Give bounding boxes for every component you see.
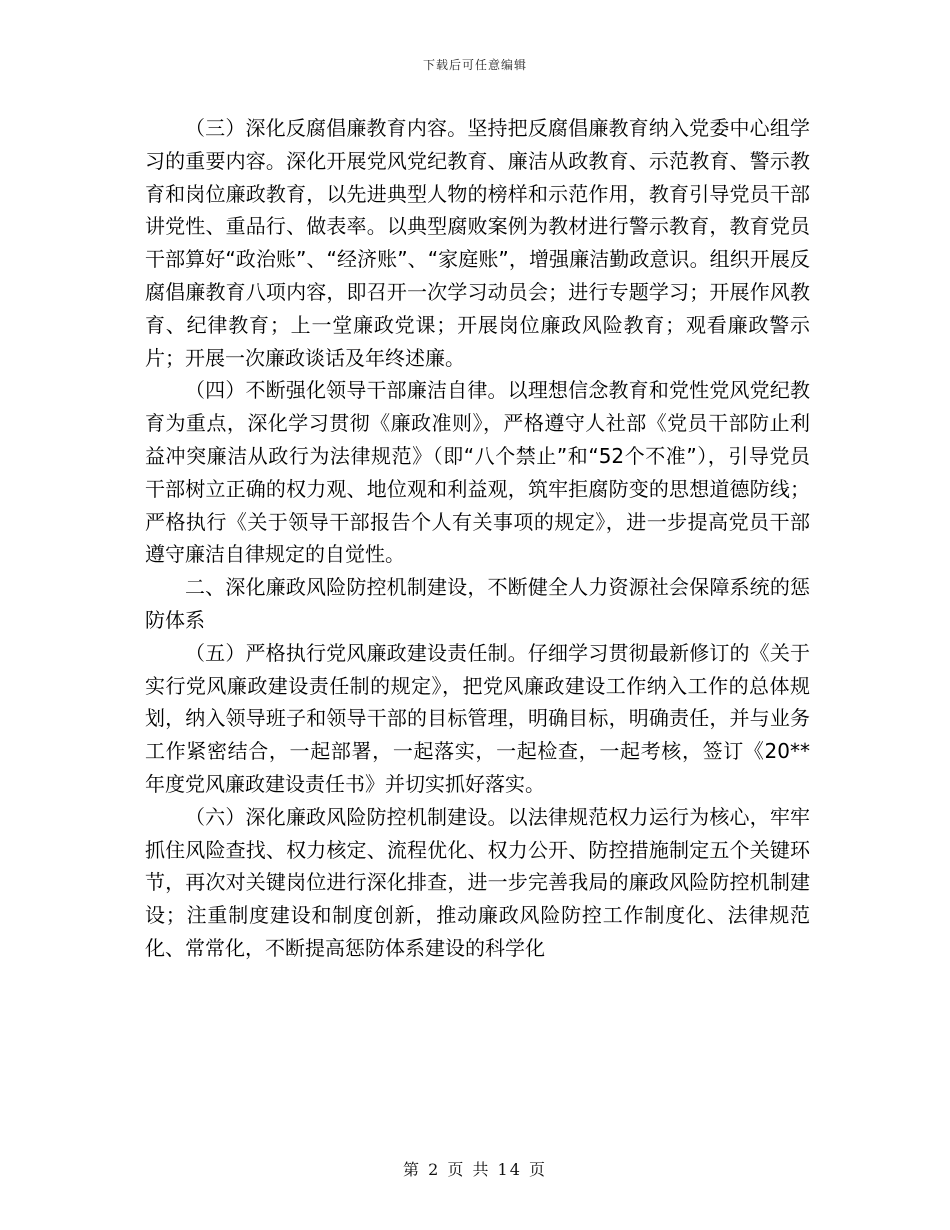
section-heading-2: 二、深化廉政风险防控机制建设，不断健全人力资源社会保障系统的惩防体系 bbox=[145, 575, 810, 632]
page-number: 第 2 页 共 14 页 bbox=[403, 1160, 547, 1179]
paragraph-4: （四）不断强化领导干部廉洁自律。以理想信念教育和党性党风党纪教育为重点，深化学习贯彻《廉政准则》，严格遵守人社部《党员干部防止利益冲突廉洁从政行为法律规范》（即“八个禁止”和“52个不准”），引导党员干部树立正确的权力观、地位观和利益观，筑牢拒腐防变的思想道德防线；严格执行《关于领导干部报告个人有关事项的规定》，进一步提高党员干部遵守廉洁自律规定的自觉性。 bbox=[145, 378, 810, 567]
paragraph-6: （六）深化廉政风险防控机制建设。以法律规范权力运行为核心，牢牢抓住风险查找、权力核定、流程优化、权力公开、防控措施制定五个关键环节，再次对关键岗位进行深化排查，进一步完善我局的廉政风险防控机制建设；注重制度建设和制度创新，推动廉政风险防控工作制度化、法律规范化、常常化，不断提高惩防体系建设的科学化 bbox=[145, 804, 810, 960]
header-note: 下载后可任意编辑 bbox=[422, 58, 527, 72]
paragraph-5: （五）严格执行党风廉政建设责任制。仔细学习贯彻最新修订的《关于实行党风廉政建设责任制的规定》，把党风廉政建设工作纳入工作的总体规划，纳入领导班子和领导干部的目标管理，明确目标，明确责任，并与业务工作紧密结合，一起部署，一起落实，一起检查，一起考核，签订《20**年度党风廉政建设责任书》并切实抓好落实。 bbox=[145, 640, 810, 796]
paragraph-3: （三）深化反腐倡廉教育内容。坚持把反腐倡廉教育纳入党委中心组学习的重要内容。深化开展党风党纪教育、廉洁从政教育、示范教育、警示教育和岗位廉政教育，以先进典型人物的榜样和示范作用，教育引导党员干部讲党性、重品行、做表率。以典型腐败案例为教材进行警示教育，教育党员干部算好“政治账”、“经济账”、“家庭账”，增强廉洁勤政意识。组织开展反腐倡廉教育八项内容，即召开一次学习动员会；进行专题学习；开展作风教育、纪律教育；上一堂廉政党课；开展岗位廉政风险教育；观看廉政警示片；开展一次廉政谈话及年终述廉。 bbox=[145, 116, 810, 370]
document-body bbox=[145, 112, 810, 965]
